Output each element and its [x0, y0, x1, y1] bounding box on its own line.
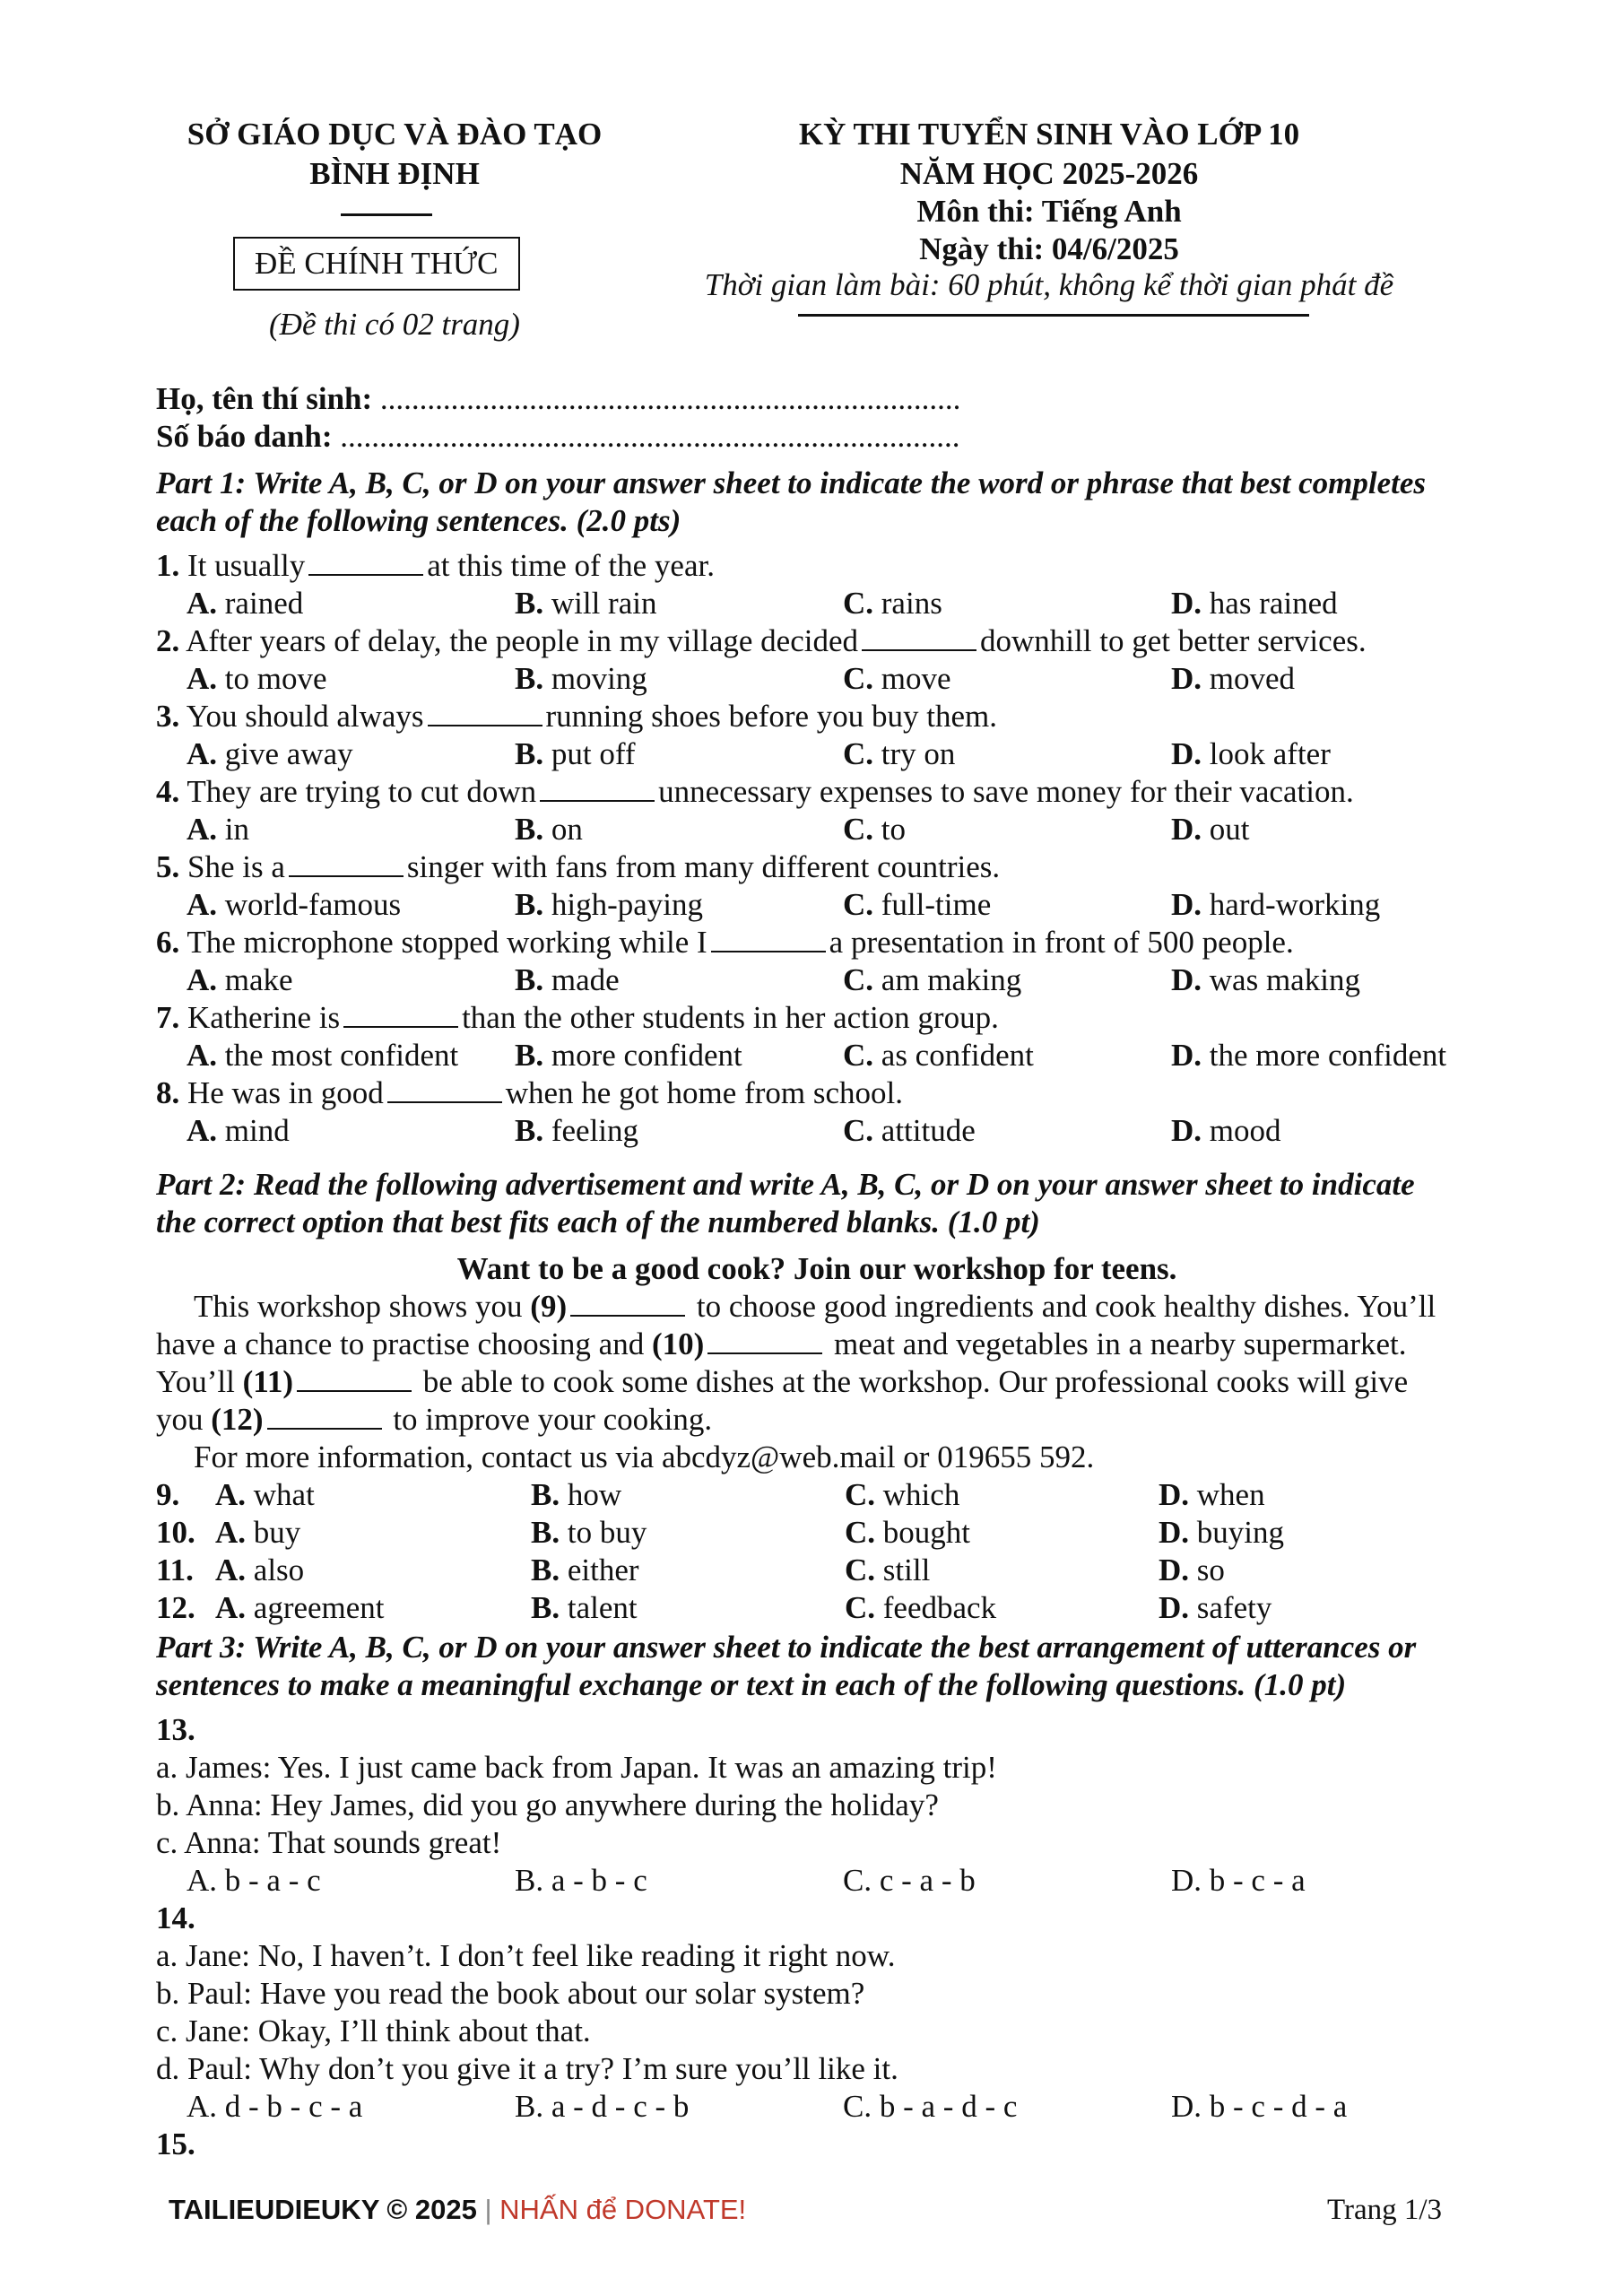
option-letter: B.	[515, 962, 544, 997]
option-letter: A.	[187, 1038, 218, 1073]
stem-before: He was in good	[187, 1075, 384, 1110]
q14-line-d: d. Paul: Why don’t you give it a try? I’m sure you’ll like it.	[156, 2051, 898, 2086]
option-letter: B.	[531, 1552, 560, 1587]
question-number: 2.	[156, 623, 180, 658]
q13-line-c: c. Anna: That sounds great!	[156, 1825, 502, 1860]
question-4-option-c	[843, 811, 906, 848]
option-letter: C.	[843, 962, 874, 997]
question-9-option-a	[215, 1476, 315, 1514]
option-text: how	[567, 1477, 622, 1512]
option-text: still	[882, 1552, 931, 1587]
option-letter: C.	[843, 1038, 874, 1073]
option-letter: C.	[843, 1113, 874, 1148]
question-3-option-b	[515, 735, 636, 773]
school-year: NĂM HỌC 2025-2026	[899, 156, 1199, 191]
q13-option-c: C. c - a - b	[843, 1863, 976, 1898]
question-1-stem	[156, 547, 715, 585]
blank-10	[707, 1327, 822, 1354]
question-6-option-b	[515, 961, 620, 999]
question-4-option-b	[515, 811, 583, 848]
option-text: hard-working	[1209, 887, 1381, 922]
footer-brand: TAILIEUDIEUKY © 2025	[169, 2194, 477, 2225]
question-12-number: 12.	[156, 1590, 195, 1625]
question-1-option-d	[1171, 585, 1338, 622]
part3-instruction-l1: Part 3: Write A, B, C, or D on your answer sheet to indicate the best arrangement of utterances or	[156, 1630, 1417, 1665]
blank-10-label: (10)	[651, 1326, 705, 1361]
q15-number: 15.	[156, 2126, 195, 2161]
question-7-stem	[156, 999, 999, 1037]
question-6-stem	[156, 924, 1294, 961]
question-2-stem	[156, 622, 1367, 660]
dept-line1: SỞ GIÁO DỤC VÀ ĐÀO TẠO	[187, 117, 603, 152]
dept-line2: BÌNH ĐỊNH	[309, 156, 480, 191]
ad-line2: have a chance to practise choosing and (10) meat and vegetables in a nearby supermarket.	[156, 1326, 1407, 1361]
option-letter: D.	[1159, 1477, 1190, 1512]
answer-blank	[428, 700, 542, 726]
blank-9-label: (9)	[530, 1289, 568, 1324]
question-2-option-c	[843, 660, 951, 698]
question-11-option-b	[531, 1552, 639, 1589]
option-text: full-time	[881, 887, 992, 922]
option-letter: B.	[515, 812, 544, 847]
option-letter: D.	[1171, 812, 1202, 847]
option-text: mind	[224, 1113, 290, 1148]
option-text: so	[1196, 1552, 1225, 1587]
option-letter: B.	[515, 887, 544, 922]
stem-after: running shoes before you buy them.	[545, 699, 998, 734]
ad-contact: For more information, contact us via abcdyz@web.mail or 019655 592.	[194, 1439, 1095, 1474]
question-2-option-d	[1171, 660, 1295, 698]
option-text: make	[224, 962, 293, 997]
option-text: mood	[1209, 1113, 1281, 1148]
id-dots: ...............................................................................	[332, 419, 960, 454]
q14-line-b: b. Paul: Have you read the book about our solar system?	[156, 1976, 865, 2011]
answer-blank	[540, 775, 655, 802]
question-12-option-a	[215, 1589, 385, 1627]
option-letter: D.	[1171, 736, 1202, 771]
ad-line1: This workshop shows you (9) to choose good ingredients and cook healthy dishes. You’ll	[194, 1289, 1436, 1324]
stem-after: a presentation in front of 500 people.	[829, 925, 1294, 960]
option-letter: A.	[215, 1515, 247, 1550]
option-text: buying	[1196, 1515, 1285, 1550]
question-4-option-a	[187, 811, 249, 848]
question-12-option-b	[531, 1589, 638, 1627]
question-3-option-c	[843, 735, 955, 773]
candidate-name-row	[156, 380, 960, 418]
donate-link[interactable]: NHẤN để DONATE!	[499, 2194, 747, 2225]
option-letter: B.	[515, 586, 544, 621]
blank-12-label: (12)	[211, 1402, 264, 1437]
option-text: look after	[1209, 736, 1331, 771]
question-7-option-a	[187, 1037, 458, 1074]
answer-blank	[387, 1076, 502, 1103]
exam-title: KỲ THI TUYỂN SINH VÀO LỚP 10	[798, 117, 1300, 152]
question-11-option-d	[1159, 1552, 1225, 1589]
question-5-option-c	[843, 886, 991, 924]
option-letter: C.	[843, 736, 874, 771]
page-number: Trang 1/3	[1327, 2194, 1443, 2226]
option-letter: A.	[187, 962, 218, 997]
option-letter: C.	[845, 1477, 876, 1512]
question-number: 7.	[156, 1000, 180, 1035]
option-letter: C.	[843, 586, 874, 621]
candidate-id-row	[156, 418, 959, 456]
footer-separator: |	[476, 2194, 500, 2225]
option-letter: C.	[843, 812, 874, 847]
title-underline	[798, 314, 1309, 317]
option-letter: A.	[187, 586, 218, 621]
q14-option-b: B. a - d - c - b	[515, 2089, 690, 2124]
option-text: rains	[881, 586, 942, 621]
option-text: am making	[881, 962, 1022, 997]
q14-line-c: c. Jane: Okay, I’ll think about that.	[156, 2013, 591, 2048]
question-6-option-c	[843, 961, 1021, 999]
option-text: what	[253, 1477, 315, 1512]
option-text: try on	[881, 736, 956, 771]
option-letter: D.	[1159, 1552, 1190, 1587]
option-letter: D.	[1171, 1038, 1202, 1073]
ad-line4: you (12) to improve your cooking.	[156, 1402, 713, 1437]
option-letter: A.	[215, 1477, 247, 1512]
option-text: to buy	[567, 1515, 647, 1550]
option-text: agreement	[253, 1590, 385, 1625]
question-number: 3.	[156, 699, 180, 734]
option-letter: B.	[515, 736, 544, 771]
stem-before: She is a	[187, 849, 285, 884]
answer-blank	[343, 1001, 458, 1028]
option-letter: D.	[1171, 661, 1202, 696]
pages-note: (Đề thi có 02 trang)	[269, 307, 520, 342]
option-letter: A.	[187, 887, 218, 922]
question-4-option-d	[1171, 811, 1250, 848]
question-12-option-d	[1159, 1589, 1271, 1627]
q13-line-b: b. Anna: Hey James, did you go anywhere during the holiday?	[156, 1787, 939, 1822]
option-text: the more confident	[1209, 1038, 1447, 1073]
question-10-option-b	[531, 1514, 647, 1552]
option-text: was making	[1209, 962, 1360, 997]
subject: Môn thi: Tiếng Anh	[916, 194, 1182, 229]
question-9-option-c	[845, 1476, 959, 1514]
option-letter: C.	[845, 1552, 876, 1587]
option-letter: D.	[1159, 1590, 1190, 1625]
part2-instruction-l2: the correct option that best fits each of the numbered blanks. (1.0 pt)	[156, 1205, 1040, 1239]
official-box: ĐỀ CHÍNH THỨC	[233, 237, 520, 291]
duration: Thời gian làm bài: 60 phút, không kể thời gian phát đề	[704, 267, 1394, 302]
question-7-option-d	[1171, 1037, 1446, 1074]
question-8-option-a	[187, 1112, 290, 1150]
q14-option-a: A. d - b - c - a	[187, 2089, 363, 2124]
option-text: give away	[224, 736, 353, 771]
option-letter: B.	[515, 661, 544, 696]
question-3-option-a	[187, 735, 353, 773]
option-letter: B.	[531, 1515, 560, 1550]
option-text: moving	[551, 661, 647, 696]
question-11-number: 11.	[156, 1552, 194, 1587]
question-2-option-a	[187, 660, 327, 698]
option-text: which	[882, 1477, 960, 1512]
stem-before: The microphone stopped working while I	[187, 925, 707, 960]
question-7-option-c	[843, 1037, 1034, 1074]
ad-line3: You’ll (11) be able to cook some dishes at the workshop. Our professional cooks will give	[156, 1364, 1409, 1399]
question-9-number: 9.	[156, 1477, 180, 1512]
question-3-option-d	[1171, 735, 1331, 773]
footer-left	[169, 2194, 746, 2226]
q14-number: 14.	[156, 1900, 195, 1935]
option-letter: A.	[187, 1113, 218, 1148]
answer-blank	[289, 850, 404, 877]
option-text: to move	[224, 661, 327, 696]
part3-instruction-l2: sentences to make a meaningful exchange or text in each of the following questions. (1.0 pt)	[156, 1667, 1347, 1702]
option-text: on	[551, 812, 583, 847]
stem-after: at this time of the year.	[427, 548, 715, 583]
question-5-option-a	[187, 886, 401, 924]
question-1-option-a	[187, 585, 303, 622]
option-text: will rain	[551, 586, 657, 621]
option-text: high-paying	[551, 887, 703, 922]
option-text: to	[881, 812, 907, 847]
question-7-option-b	[515, 1037, 742, 1074]
question-11-option-c	[845, 1552, 930, 1589]
option-text: moved	[1209, 661, 1296, 696]
question-2-option-b	[515, 660, 647, 698]
question-10-option-c	[845, 1514, 970, 1552]
option-text: bought	[882, 1515, 971, 1550]
stem-before: After years of delay, the people in my village decided	[186, 623, 859, 658]
question-number: 4.	[156, 774, 180, 809]
option-letter: A.	[215, 1552, 247, 1587]
question-3-stem	[156, 698, 997, 735]
question-11-option-a	[215, 1552, 304, 1589]
stem-before: They are trying to cut down	[187, 774, 537, 809]
option-letter: A.	[187, 661, 218, 696]
question-9-option-d	[1159, 1476, 1265, 1514]
option-text: attitude	[881, 1113, 976, 1148]
option-text: feeling	[551, 1113, 639, 1148]
option-letter: A.	[215, 1590, 247, 1625]
question-8-option-d	[1171, 1112, 1281, 1150]
blank-11-label: (11)	[242, 1364, 294, 1399]
option-letter: B.	[515, 1113, 544, 1148]
answer-blank	[711, 926, 826, 952]
question-10-number: 10.	[156, 1515, 195, 1550]
q13-option-a: A. b - a - c	[187, 1863, 321, 1898]
option-text: put off	[551, 736, 636, 771]
option-letter: C.	[843, 661, 874, 696]
option-text: rained	[224, 586, 304, 621]
part2-instruction-l1: Part 2: Read the following advertisement and write A, B, C, or D on your answer sheet to indicate	[156, 1167, 1415, 1202]
question-5-option-d	[1171, 886, 1380, 924]
stem-after: unnecessary expenses to save money for their vacation.	[658, 774, 1354, 809]
q13-line-a: a. James: Yes. I just came back from Japan. It was an amazing trip!	[156, 1750, 997, 1785]
question-6-option-d	[1171, 961, 1360, 999]
answer-blank	[862, 624, 976, 651]
option-text: feedback	[882, 1590, 997, 1625]
option-letter: B.	[531, 1477, 560, 1512]
option-text: in	[224, 812, 250, 847]
stem-after: when he got home from school.	[505, 1075, 903, 1110]
option-text: either	[567, 1552, 639, 1587]
stem-before: Katherine is	[187, 1000, 341, 1035]
option-letter: D.	[1171, 586, 1202, 621]
blank-11	[297, 1365, 412, 1392]
part1-instruction-l1: Part 1: Write A, B, C, or D on your answer sheet to indicate the word or phrase that best completes	[156, 465, 1426, 500]
question-12-option-c	[845, 1589, 996, 1627]
option-text: when	[1196, 1477, 1265, 1512]
option-letter: C.	[845, 1590, 876, 1625]
question-4-stem	[156, 773, 1354, 811]
stem-after: singer with fans from many different countries.	[406, 849, 1001, 884]
option-text: also	[253, 1552, 305, 1587]
option-letter: D.	[1171, 887, 1202, 922]
name-label: Họ, tên thí sinh:	[156, 381, 373, 416]
question-8-stem	[156, 1074, 903, 1112]
stem-after: downhill to get better services.	[980, 623, 1367, 658]
exam-date: Ngày thi: 04/6/2025	[919, 231, 1179, 266]
option-text: move	[881, 661, 951, 696]
q14-line-a: a. Jane: No, I haven’t. I don’t feel like reading it right now.	[156, 1938, 896, 1973]
option-text: made	[551, 962, 620, 997]
question-number: 8.	[156, 1075, 180, 1110]
answer-blank	[308, 549, 423, 576]
option-letter: D.	[1159, 1515, 1190, 1550]
option-text: has rained	[1209, 586, 1338, 621]
option-letter: C.	[845, 1515, 876, 1550]
blank-12	[267, 1403, 382, 1430]
option-letter: C.	[843, 887, 874, 922]
question-8-option-b	[515, 1112, 638, 1150]
question-9-option-b	[531, 1476, 621, 1514]
option-text: the most confident	[224, 1038, 459, 1073]
option-text: as confident	[881, 1038, 1034, 1073]
q14-option-d: D. b - c - d - a	[1171, 2089, 1348, 2124]
option-letter: A.	[187, 736, 218, 771]
option-letter: A.	[187, 812, 218, 847]
stem-before: You should always	[186, 699, 424, 734]
option-text: safety	[1196, 1590, 1272, 1625]
option-text: out	[1209, 812, 1250, 847]
option-text: world-famous	[224, 887, 402, 922]
option-letter: B.	[531, 1590, 560, 1625]
dept-underline	[341, 213, 432, 216]
stem-after: than the other students in her action group.	[462, 1000, 999, 1035]
question-number: 5.	[156, 849, 180, 884]
blank-9	[570, 1290, 685, 1317]
question-number: 6.	[156, 925, 180, 960]
q13-option-b: B. a - b - c	[515, 1863, 647, 1898]
option-letter: D.	[1171, 1113, 1202, 1148]
question-5-stem	[156, 848, 1000, 886]
option-text: buy	[253, 1515, 301, 1550]
question-number: 1.	[156, 548, 180, 583]
ad-title: Want to be a good cook? Join our workshop for teens.	[456, 1251, 1177, 1286]
option-letter: B.	[515, 1038, 544, 1073]
option-text: more confident	[551, 1038, 742, 1073]
question-8-option-c	[843, 1112, 976, 1150]
part1-instruction-l2: each of the following sentences. (2.0 pts)	[156, 503, 681, 538]
question-5-option-b	[515, 886, 703, 924]
q13-option-d: D. b - c - a	[1171, 1863, 1306, 1898]
option-letter: D.	[1171, 962, 1202, 997]
id-label: Số báo danh:	[156, 419, 333, 454]
q13-number: 13.	[156, 1712, 195, 1747]
question-10-option-d	[1159, 1514, 1284, 1552]
question-6-option-a	[187, 961, 293, 999]
question-1-option-b	[515, 585, 656, 622]
question-10-option-a	[215, 1514, 300, 1552]
name-dots: ..........................................................................	[372, 381, 961, 416]
q14-option-c: C. b - a - d - c	[843, 2089, 1018, 2124]
option-text: talent	[567, 1590, 638, 1625]
stem-before: It usually	[187, 548, 306, 583]
question-1-option-c	[843, 585, 942, 622]
